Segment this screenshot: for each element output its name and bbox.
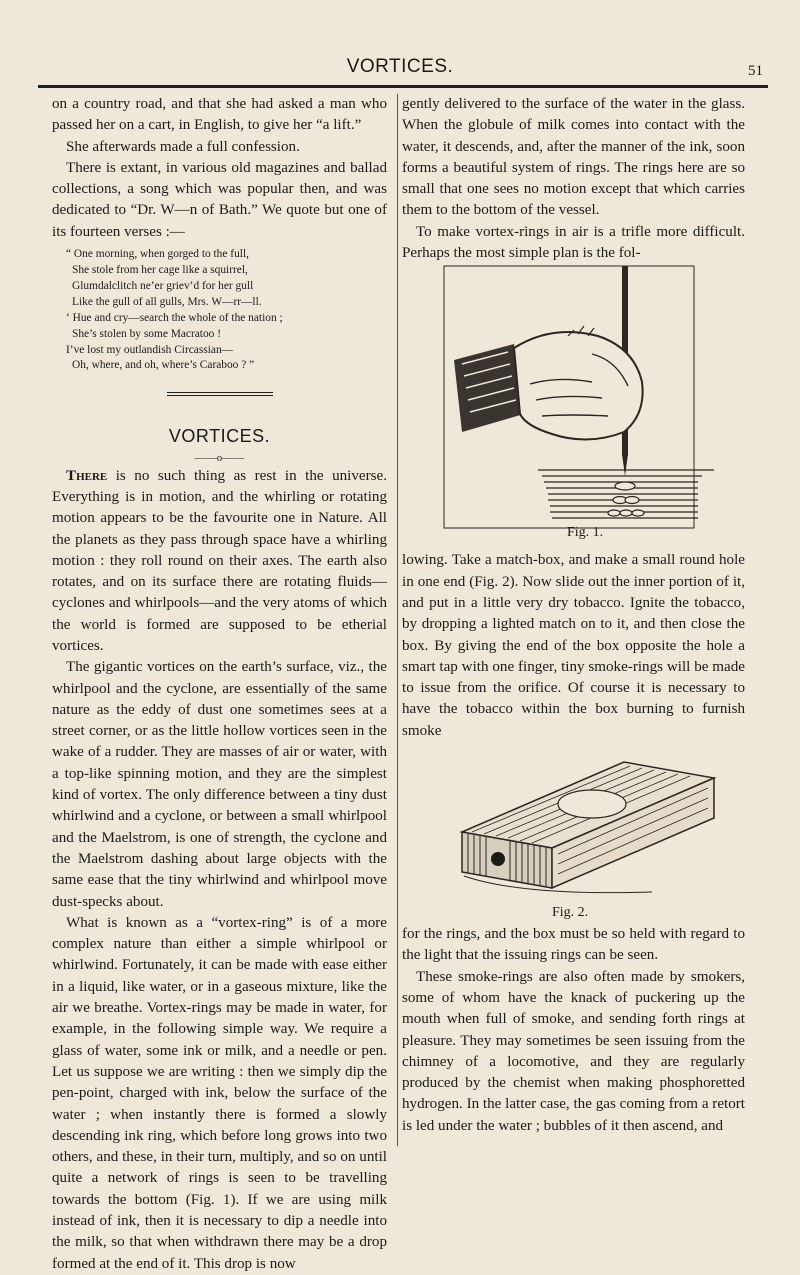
right-paragraph-2: To make vortex-rings in air is a trifle more difficult. Perhaps the most simple plan is the fol- xyxy=(402,223,745,262)
hand-drawing xyxy=(454,326,643,440)
running-title: VORTICES. xyxy=(346,56,454,77)
column-divider xyxy=(397,94,398,1146)
ink-rings xyxy=(608,482,644,516)
box-hole xyxy=(491,852,505,866)
left-paragraph-2: She afterwards made a full confession. xyxy=(66,138,300,155)
left-paragraph-1: on a country road, and that she had asked a man who passed her on a cart, in English, to give her “a lift.” xyxy=(52,96,387,134)
section-separator xyxy=(167,392,273,398)
verse-line: Oh, where, and oh, where’s Caraboo ? ” xyxy=(72,359,255,372)
verse-line: “ One morning, when gorged to the full, xyxy=(66,248,249,261)
figure-2 xyxy=(402,756,745,924)
header-rule xyxy=(38,85,768,88)
verse-line: She’s stolen by some Macratoo ! xyxy=(72,327,222,340)
right-paragraph-3: lowing. Take a match-box, and make a small round hole in one end (Fig. 2). Now slide out the inner portion of it, and put in a little very dry tobacco. Ignite the tobacco, by dropping a lighted match on to it, and then close the box. By giving the end of the box opposite the hole a smart tap with one finger, tiny smoke-rings will be made to issue from the orifice. Of course it is necessary to have the tobacco within the box burning to furnish smoke xyxy=(402,552,745,739)
match-box-illustration xyxy=(402,756,745,904)
figure-1-caption: Fig. 1. xyxy=(567,525,604,541)
verse-line: ‘ Hue and cry—search the whole of the nation ; xyxy=(66,311,283,324)
verse-line: Glumdalclitch ne’er griev’d for her gull xyxy=(72,279,254,292)
page-number: 51 xyxy=(748,63,763,79)
right-paragraph-1: gently delivered to the surface of the water in the glass. When the globule of milk comes into contact with the water, it descends, and, after the manner of the ink, soon forms a beautiful system of rings. The rings here are so small that one sees no motion except that which carries them to the bottom of the vessel. xyxy=(402,96,745,219)
left-paragraph-5: The gigantic vortices on the earth’s surface, viz., the whirlpool and the cyclone, are essentially of the same nature as the eddy of dust one sometimes sees at a street corner, or as the little hollow vortices seen in the wake of a rudder. They are masses of air or water, with a top-like spinning motion, and they are the simplest kind of vortex. The only difference between a tiny dust whirlwind and a cyclone, or between a small whirlpool and the Maelstrom, is one of strength, the cyclone and the Maelstrom dashing about large objects with the same ease that the tiny whirlwind and whirlpool move dust-specks about. xyxy=(52,659,387,910)
right-paragraph-4: for the rings, and the box must be so held with regard to the light that the issuing rings can be seen. xyxy=(402,926,745,964)
verse-line: Like the gull of all gulls, Mrs. W—rr—ll. xyxy=(72,295,262,308)
section-ornament: ——o—— xyxy=(194,451,245,464)
left-paragraph-4 xyxy=(52,466,387,658)
left-column xyxy=(52,94,387,1275)
figure-2-caption: Fig. 2. xyxy=(552,905,589,921)
left-paragraph-6: What is known as a “vortex-ring” is of a more complex nature than either a simple whirlpool or whirlwind. Fortunately, it can be made with ease either in a liquid, like water, or in a gaseous mixture, like the air we breathe. Vortex-rings may be made in water, for example, in the following simple way. We require a glass of water, some ink or milk, and a needle or pen. Let us suppose we are writing : then we simply dip the pen-point, charged with ink, below the surface of the water ; when instantly there is formed a slowly descending ink ring, which before long grows into two others, and these, in their turn, multiply, and so on until quite a network of rings is seen to be travelling towards the bottom (Fig. 1). If we are using milk instead of ink, then it is necessary to dip a needle into the milk, so that when withdrawn there may be a drop formed at the end of it. This drop is now xyxy=(52,914,387,1272)
right-column xyxy=(402,94,745,1137)
pen-in-water-illustration xyxy=(402,264,745,532)
verse-line: She stole from her cage like a squirrel, xyxy=(72,263,248,276)
right-paragraph-5: These smoke-rings are also often made by smokers, some of whom have the knack of puckering up the mouth when full of smoke, and sending forth rings at pleasure. They may sometimes be seen issuing from the chimney of a locomotive, and they are regularly produced by the chemist when making phosphoretted hydrogen. In the latter case, the gas coming from a retort is led under the water ; bubbles of it then ascend, and xyxy=(402,968,745,1134)
verse-line: I’ve lost my outlandish Circassian— xyxy=(66,343,234,356)
figure-1 xyxy=(402,264,745,550)
left-paragraph-3: There is extant, in various old magazines and ballad collections, a song which was popular then, and was dedicated to “Dr. W—n of Bath.” We quote but one of its fourteen verses :— xyxy=(52,159,387,240)
section-title: VORTICES. xyxy=(168,426,271,447)
lead-word: There xyxy=(66,467,108,484)
pen-nib xyxy=(622,454,628,476)
label-oval xyxy=(558,790,626,818)
left-paragraph-4-text: is no such thing as rest in the universe. Everything is in motion, and the whirling or rotating motion appears to be the favourite one in Nature. All the planets as they pass through space have a whirling motion : they roll round on their axes. The earth also rotates, and on its surface there are rotating fluids—cyclones and whirlpools—and the very atoms of which the world is formed are supposed to be etherial vortices. xyxy=(52,467,387,654)
quoted-verse xyxy=(66,247,387,374)
